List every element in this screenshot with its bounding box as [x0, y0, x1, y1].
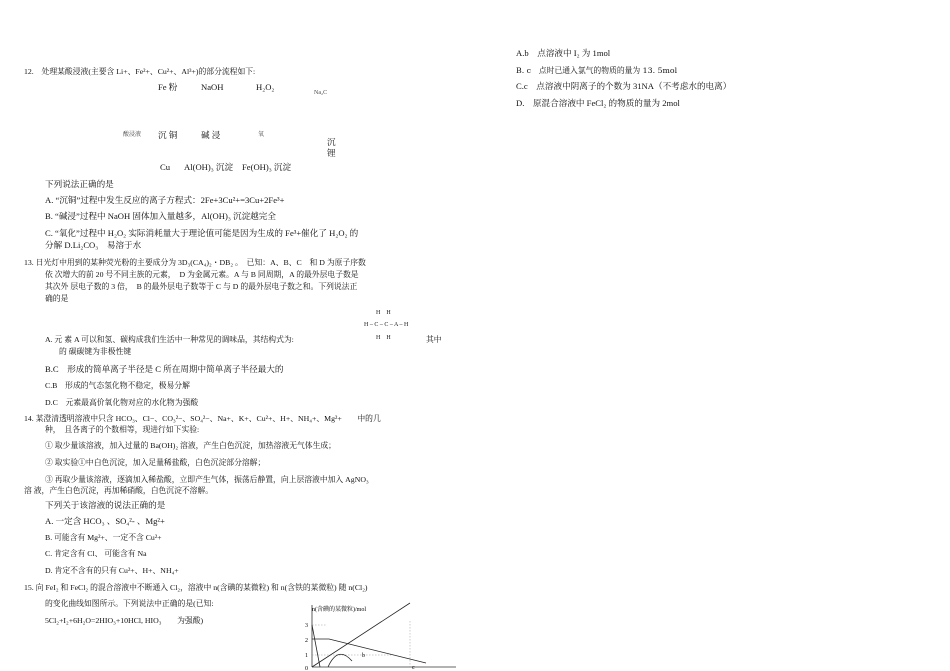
y-tick-1: 1 — [305, 653, 308, 659]
y-tick-2: 2 — [305, 638, 308, 644]
q15-option-d: D. 原混合溶液中 FeCl₂ 的物质的量为 2mol — [516, 98, 680, 108]
q14-option-c: C. 肯定含有 Cl、 可能含有 Na — [45, 549, 147, 558]
product-cu: Cu — [160, 162, 171, 172]
q13-option-a: A. 元 素 A 可以和氢、碳构成我们生活中一种常见的调味品，其结构式为: — [45, 335, 294, 344]
q13-option-d: D.C 元素最高价氧化物对应的水化物为强酸 — [45, 398, 199, 407]
q14-line-2: 种， 且各离子的个数相等，现进行如下实验: — [45, 425, 200, 434]
q14-option-a: A. 一定含 HCO₃ 、SO₄²- 、Mg²+ — [45, 516, 165, 526]
q15-line-3: 5Cl₂+I₂+6H₂O=2HIO₃+10HCl, HIO₃ 为强酸) — [45, 616, 204, 625]
q14-lead: 下列关于该溶液的说法正确的是 — [45, 500, 166, 510]
q14-option-b: B. 可能含有 Mg²+、一定不含 Cu²+ — [45, 533, 162, 542]
q12-option-c: C. “氧化”过程中 H₂O₂ 实际消耗量大于理论值可能是因为生成的 Fe³+催化了 H₂O₂ 的 — [45, 228, 359, 238]
q15-line-2: 的变化曲线如图所示。下列说法中正确的是(已知: — [45, 599, 214, 608]
reagent-naoh: NaOH — [201, 82, 224, 92]
q14-exp-3-cont: 溶 液，产生白色沉淀，再加稀硝酸，白色沉淀不溶解。 — [24, 486, 214, 495]
struct-mid: H – C – C – A – H — [364, 322, 409, 328]
graph-y-label: n(含碘的某微粒)/mol — [312, 607, 366, 613]
q12-option-c-cont: 分解 D.Li₂CO₃ 易溶于水 — [45, 240, 142, 250]
struct-bot: H H — [376, 335, 391, 341]
q12-option-b: B. “碱浸”过程中 NaOH 固体加入量越多，Al(OH)₃ 沉淀越完全 — [45, 211, 276, 221]
flow-step-copper: 沉 铜 — [158, 130, 178, 140]
q15-option-c: C.c 点溶液中阴离子的个数为 31NA（不考虑水的电离） — [516, 81, 732, 91]
q14-exp-3: ③ 再取少量该溶液，逐滴加入稀盐酸，立即产生气体，振荡后静置，向上层溶液中加入 AgNO₃ — [45, 475, 369, 484]
q12-option-a: A. “沉铜”过程中发生反应的离子方程式：2Fe+3Cu²+=3Cu+2Fe³+ — [45, 195, 285, 205]
flow-step-alkali: 碱 浸 — [201, 130, 221, 140]
q14-exp-2: ② 取实验①中白色沉淀，加入足量稀盐酸，白色沉淀部分溶解； — [45, 458, 266, 467]
curve-steep — [312, 625, 320, 667]
y-tick-3: 3 — [305, 623, 308, 629]
q13-line-3: 其次外 层电子数的 3 倍， B 的最外层电子数等于 C 与 D 的最外层电子数之和。下列说法正 — [45, 282, 358, 291]
q15-option-b: B. c 点时已通入氯气的物质的量为 13. 5mol — [516, 66, 678, 75]
reagent-h2o2: H₂O₂ — [256, 82, 275, 92]
flow-start: 酸浸液 — [123, 132, 142, 138]
flow-step-lithium-1: 沉 — [327, 137, 336, 147]
point-b: b — [362, 653, 365, 659]
q12-stem: 12. 处理某酸浸液(主要含 Li+、Fe²+、Cu²+、Al³+)的部分流程如下: — [24, 67, 256, 76]
q12-lead: 下列说法正确的是 — [45, 179, 114, 189]
point-c: c — [412, 665, 415, 671]
struct-top: H H — [376, 310, 391, 316]
q13-line-1: 13. 日光灯中用到的某种荧光粉的主要成分为 3D₃(CA₄)₂・DB₂ 。 已知：A、B、C 和 D 为原子序数 — [24, 258, 366, 267]
curve-iodine — [328, 654, 352, 667]
q13-line-4: 确的是 — [45, 294, 69, 303]
flow-step-lithium-2: 锂 — [327, 148, 336, 158]
q13-option-b: B.C 形成的简单离子半径是 C 所在周期中简单离子半径最大的 — [45, 364, 284, 374]
q15-graph — [296, 601, 456, 671]
reagent-na2co3: Na₂C — [314, 90, 328, 96]
q13-option-a-cont: 的 碳碳键为非极性键 — [59, 347, 132, 356]
q13-line-2: 依 次增大的前 20 号不同主族的元素， D 为金属元素。A 与 B 同周期，A 的最外层电子数是 — [45, 270, 359, 279]
q14-option-d: D. 肯定不含有的只有 Cu²+、H+、NH₄+ — [45, 566, 179, 575]
q14-exp-1: ① 取少量该溶液，加入过量的 Ba(OH)₂ 溶液，产生白色沉淀，加热溶液无气体生成； — [45, 441, 336, 450]
product-feoh3: Fe(OH)₃ 沉淀 — [242, 162, 292, 172]
q15-option-a: A.b 点溶液中 I₂ 为 1mol — [516, 48, 611, 58]
curve-falling — [312, 639, 426, 663]
y-tick-0: 0 — [305, 666, 308, 671]
q13-option-c: C.B 形成的气态氢化物不稳定，极易分解 — [45, 381, 190, 390]
q14-line-1: 14. 某澄清透明溶液中只含 HCO₃、Cl−、CO₃²−、SO₄²−、Na+、K+、Cu²+、H+、NH₄+、Mg²+ 中的几 — [24, 414, 381, 423]
flow-step-oxidize: 氧 — [258, 132, 265, 138]
q15-line-1: 15. 向 FeI₂ 和 FeCl₂ 的混合溶液中不断通入 Cl₂，溶液中 n(含碘的某微粒) 和 n(含铁的某微粒) 随 n(Cl₂) — [24, 583, 368, 592]
q13-option-a-tail: 其中 — [426, 335, 442, 344]
reagent-fe: Fe 粉 — [158, 82, 178, 92]
product-aloh3: Al(OH)₃ 沉淀 — [184, 162, 234, 172]
